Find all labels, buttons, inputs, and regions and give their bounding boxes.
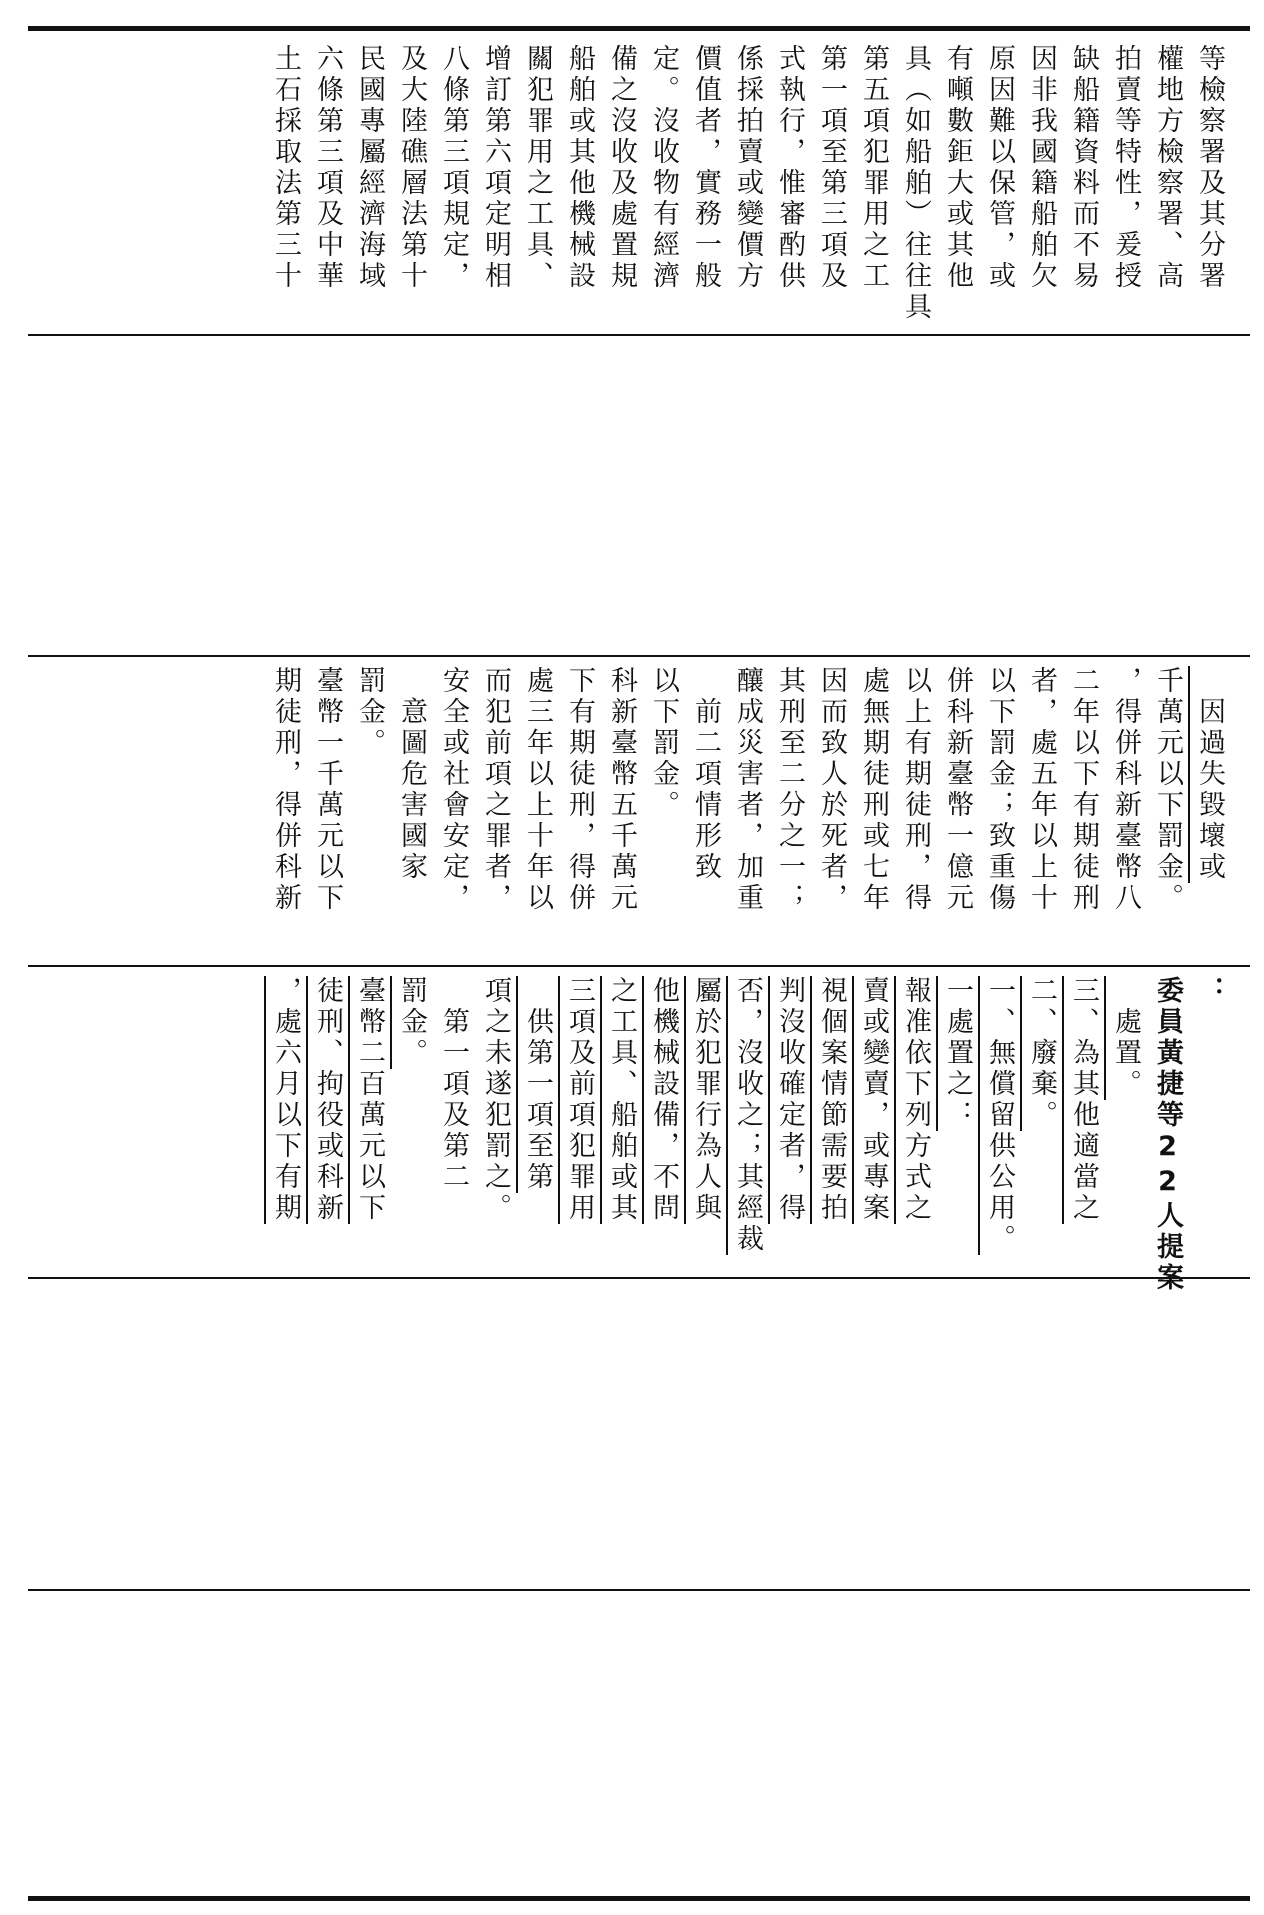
- text-line: 視個案情節需要拍: [816, 976, 847, 1224]
- text-line: 下有期徒刑，得併: [564, 666, 595, 914]
- text-line: 報准依下列方式之: [900, 976, 931, 1224]
- text-line: 而犯前項之罪者，: [480, 666, 511, 914]
- text-line: 因過失毀壞或: [1194, 666, 1225, 883]
- text-line: 其刑至二分之一；: [774, 666, 805, 914]
- text-line: 安全或社會安定，: [438, 666, 469, 914]
- text-line: 因而致人於死者，: [816, 666, 847, 914]
- text-line: ：: [1194, 976, 1225, 1007]
- text-line: 賣或變賣，或專案: [858, 976, 889, 1224]
- text-line: 定。沒收物有經濟: [648, 44, 679, 292]
- text-line: 第一項至第三項及: [816, 44, 847, 292]
- text-line: 一、無償留供公用。: [984, 976, 1015, 1255]
- text-line: 罰金。: [354, 666, 385, 759]
- text-line: 原因難以保管，或: [984, 44, 1015, 292]
- text-line: 式執行，惟審酌供: [774, 44, 805, 292]
- text-line: 一處置之：: [942, 976, 973, 1131]
- text-line: 處置。: [1110, 976, 1141, 1100]
- text-line: 具（如船舶）往往具: [900, 44, 931, 323]
- text-line: 千萬元以下罰金。: [1152, 666, 1183, 914]
- text-line: 因非我國籍船舶欠: [1026, 44, 1057, 292]
- text-line: 增訂第六項定明相: [480, 44, 511, 292]
- proposer-line: 委員黃捷等22人提案: [1152, 976, 1183, 1294]
- text-line: 二、廢棄。: [1026, 976, 1057, 1131]
- rule-top: [28, 26, 1250, 31]
- text-line: 以上有期徒刑，得: [900, 666, 931, 914]
- text-line: 有噸數鉅大或其他: [942, 44, 973, 292]
- text-line: 臺幣二百萬元以下: [354, 976, 385, 1224]
- text-line: 項之未遂犯罰之。: [480, 976, 511, 1224]
- text-line: 之工具、船舶或其: [606, 976, 637, 1224]
- text-line: 船舶或其他機械設: [564, 44, 595, 292]
- rule-5: [28, 1277, 1250, 1279]
- text-line: 徒刑、拘役或科新: [312, 976, 343, 1224]
- current-law-text-block: [230, 666, 1230, 956]
- text-line: 八條第三項規定，: [438, 44, 469, 292]
- text-line: 否，沒收之；其經裁: [732, 976, 763, 1255]
- text-line: 第五項犯罪用之工: [858, 44, 889, 292]
- text-line: ，處六月以下有期: [270, 976, 301, 1224]
- text-line: 價值者，實務一般: [690, 44, 721, 292]
- text-line: 臺幣一千萬元以下: [312, 666, 343, 914]
- text-line: 判沒收確定者，得: [774, 976, 805, 1224]
- text-line: 科新臺幣五千萬元: [606, 666, 637, 914]
- rule-3: [28, 655, 1250, 657]
- text-line: 第一項及第二: [438, 976, 469, 1193]
- text-line: 屬於犯罪行為人與: [690, 976, 721, 1224]
- text-line: 權地方檢察署、高: [1152, 44, 1183, 292]
- text-line: 缺船籍資料而不易: [1068, 44, 1099, 292]
- text-line: 土石採取法第三十: [270, 44, 301, 292]
- text-line: 罰金。: [396, 976, 427, 1069]
- text-line: 係採拍賣或變價方: [732, 44, 763, 292]
- rule-6: [28, 1589, 1250, 1591]
- text-line: 等檢察署及其分署: [1194, 44, 1225, 292]
- rule-4: [28, 965, 1250, 967]
- text-line: 處無期徒刑或七年: [858, 666, 889, 914]
- text-line: 期徒刑，得併科新: [270, 666, 301, 914]
- text-line: 備之沒收及處置規: [606, 44, 637, 292]
- text-line: 處三年以上十年以: [522, 666, 553, 914]
- text-line: 前二項情形致: [690, 666, 721, 883]
- text-line: 者，處五年以上十: [1026, 666, 1057, 914]
- text-line: 供第一項至第: [522, 976, 553, 1193]
- text-line: 三項及前項犯罪用: [564, 976, 595, 1224]
- rule-bottom: [28, 1896, 1250, 1901]
- text-line: 拍賣等特性，爰授: [1110, 44, 1141, 292]
- text-line: ，得併科新臺幣八: [1110, 666, 1141, 914]
- text-line: 他機械設備，不問: [648, 976, 679, 1224]
- text-line: 關犯罪用之工具、: [522, 44, 553, 292]
- proposed-amendment-text-block: [230, 976, 1230, 1294]
- text-line: 以下罰金。: [648, 666, 679, 821]
- text-line: 以下罰金；致重傷: [984, 666, 1015, 914]
- text-line: 及大陸礁層法第十: [396, 44, 427, 292]
- text-line: 三、為其他適當之: [1068, 976, 1099, 1224]
- text-line: 民國專屬經濟海域: [354, 44, 385, 292]
- text-line: 併科新臺幣一億元: [942, 666, 973, 914]
- rule-2: [28, 334, 1250, 336]
- explanation-text-block: [230, 44, 1230, 334]
- text-line: 二年以下有期徒刑: [1068, 666, 1099, 914]
- text-line: 意圖危害國家: [396, 666, 427, 883]
- text-line: 六條第三項及中華: [312, 44, 343, 292]
- text-line: 釀成災害者，加重: [732, 666, 763, 914]
